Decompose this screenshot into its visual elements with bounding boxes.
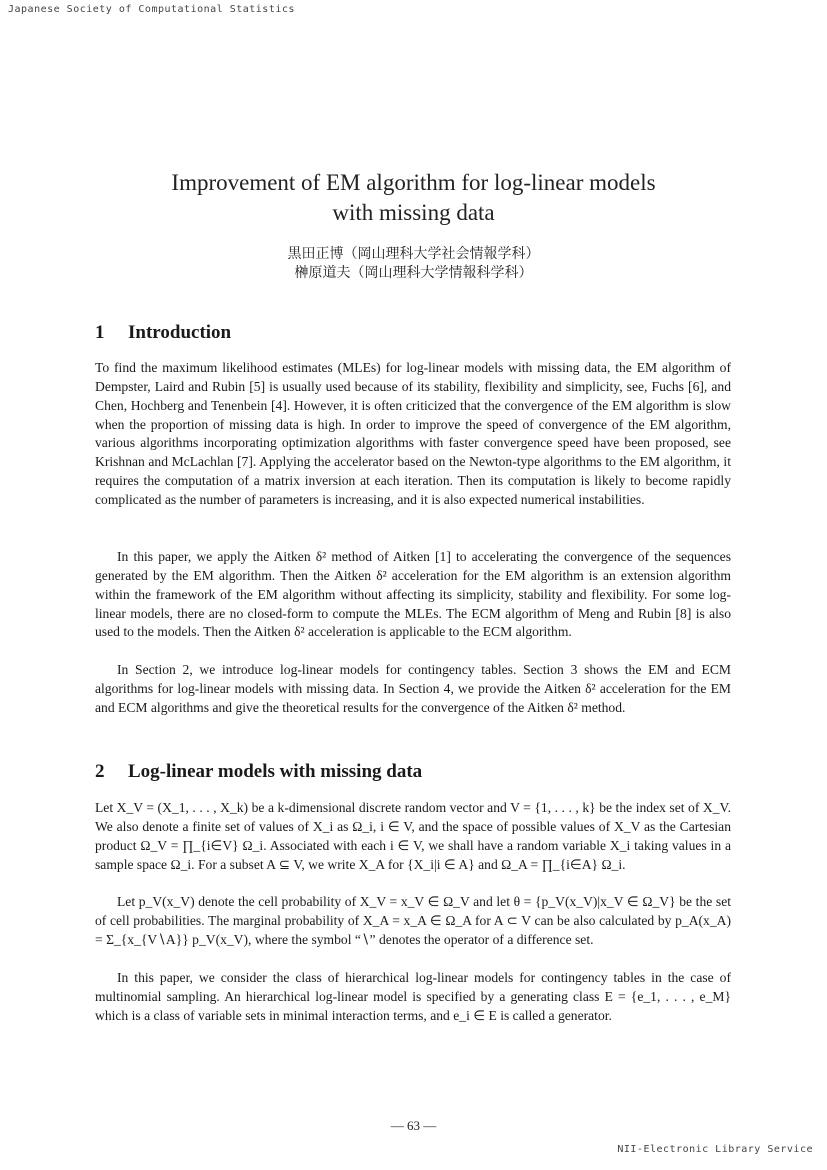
title-line-2: with missing data: [332, 200, 495, 225]
paragraph: In this paper, we consider the class of hierarchical log-linear models for contingency tables in the case of multinomial sampling. An hierarchical log-linear model is specified by a generating class E = {e_1, . . . , e_M} which is a class of variable sets in minimal interaction terms, and e_i ∈ E is called a generator.: [95, 970, 731, 1023]
society-header: Japanese Society of Computational Statistics: [8, 4, 295, 15]
section-number: 1: [95, 322, 105, 343]
section-number: 2: [95, 761, 105, 782]
section-heading-log-linear-models: [95, 761, 422, 783]
author-1: 黒田正博（岡山理科大学社会情報学科）: [287, 246, 540, 262]
author-list: [0, 245, 827, 283]
section-heading-introduction: [95, 322, 231, 344]
paragraph: In Section 2, we introduce log-linear models for contingency tables. Section 3 shows the EM and ECM algorithms for log-linear models with missing data. In Section 4, we provide the Aitken δ² acceleration for the EM and ECM algorithms and give the theoretical results for the convergence of the Aitken δ² method.: [95, 662, 731, 715]
section-title: Log-linear models with missing data: [128, 761, 423, 782]
page-number: — 63 —: [390, 1118, 437, 1133]
title-line-1: Improvement of EM algorithm for log-linear models: [171, 170, 656, 195]
section-title: Introduction: [128, 322, 232, 343]
paragraph: Let X_V = (X_1, . . . , X_k) be a k-dimensional discrete random vector and V = {1, . . . , k} be the index set of X_V. We also denote a finite set of values of X_i as Ω_i, i ∈ V, and the space of possible values of X_V as the Cartesian product Ω_V = ∏_{i∈V} Ω_i. Associated with each i ∈ V, we shall have a random variable X_i taking values in a sample space Ω_i. For a subset A ⊆ V, we write X_A for {X_i|i ∈ A} and Ω_A = ∏_{i∈A} Ω_i.: [95, 800, 731, 872]
paragraph: Let p_V(x_V) denote the cell probability of X_V = x_V ∈ Ω_V and let θ = {p_V(x_V)|x_V ∈ Ω_V} be the set of cell probabilities. The marginal probability of X_A = x_A ∈ Ω_A for A ⊂ V can be also calculated by p_A(x_A) = Σ_{x_{V∖A}} p_V(x_V), where the symbol “∖” denotes the operator of a difference set.: [95, 894, 731, 947]
paragraph: In this paper, we apply the Aitken δ² method of Aitken [1] to accelerating the convergence of the sequences generated by the EM algorithm. Then the Aitken δ² acceleration for the EM algorithm is an extension algorithm within the framework of the EM algorithm without affecting its simplicity, stability and flexibility. For some log-linear models, there are no closed-form to compute the MLEs. The ECM algorithm of Meng and Rubin [8] is also used to the models. Then the Aitken δ² acceleration is applicable to the ECM algorithm.: [95, 549, 731, 640]
library-footer: NII-Electronic Library Service: [617, 1144, 813, 1155]
paper-title: [0, 168, 827, 228]
author-2: 榊原道夫（岡山理科大学情報科学科）: [294, 265, 533, 281]
paragraph: To find the maximum likelihood estimates (MLEs) for log-linear models with missing data, the EM algorithm of Dempster, Laird and Rubin [5] is usually used because of its stability, flexibility and simplicity, see, Fuchs [6], and Chen, Hochberg and Tenenbein [4]. However, it is often criticized that the convergence of the EM algorithm is slow when the proportion of missing data is high. In order to improve the speed of convergence of the EM algorithm, various algorithms incorporating optimization algorithms with faster convergence speed have been proposed, see Krishnan and McLachlan [7]. Applying the accelerator based on the Newton-type algorithms to the EM algorithm, it requires the computation of a matrix inversion at each iteration. Then its computation is likely to become rapidly complicated as the number of parameters is increasing, and it is also expected numerical instabilities.: [95, 360, 731, 507]
